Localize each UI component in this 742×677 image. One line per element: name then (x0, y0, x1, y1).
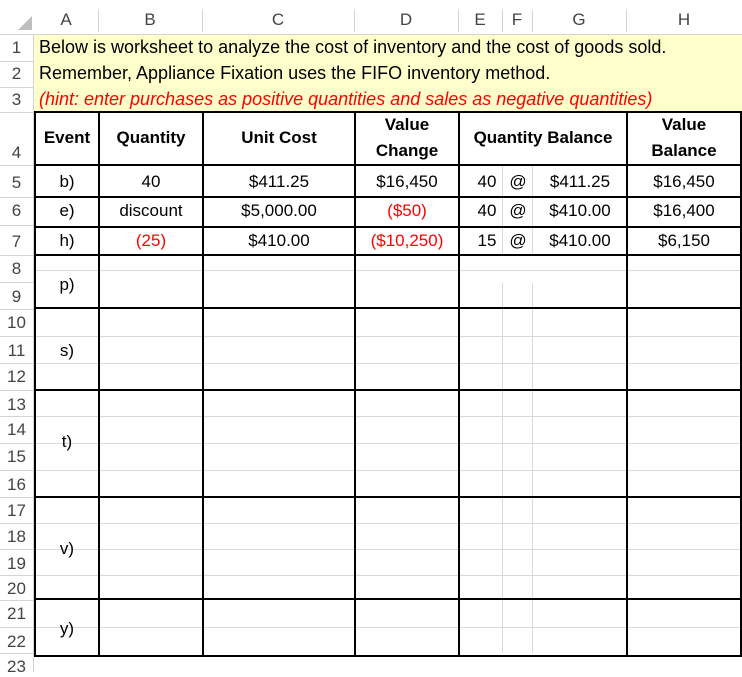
table-border (98, 111, 100, 657)
row-header-12[interactable]: 12 (7, 367, 26, 386)
cell-quantity[interactable]: (25) (135, 231, 167, 250)
header-value-change-line-2[interactable]: Change (375, 141, 439, 160)
cell-balance-cost[interactable]: $410.00 (549, 201, 611, 220)
row-separator (0, 61, 33, 62)
column-header-g[interactable]: G (572, 10, 586, 29)
cell-quantity[interactable]: discount (119, 201, 183, 220)
cell-balance-at[interactable]: @ (509, 172, 527, 191)
header-unit-cost[interactable]: Unit Cost (241, 128, 317, 147)
table-border (34, 254, 742, 256)
cell-value-change[interactable]: ($10,250) (370, 231, 444, 250)
row-separator (0, 197, 33, 198)
select-all-corner[interactable] (0, 0, 34, 34)
header-event[interactable]: Event (43, 128, 91, 147)
gridline (35, 523, 742, 524)
table-border (34, 496, 742, 498)
cell-balance-cost[interactable]: $410.00 (549, 231, 611, 250)
row-header-17[interactable]: 17 (7, 501, 26, 520)
cell-value-balance[interactable]: $16,450 (653, 172, 715, 191)
row-header-15[interactable]: 15 (7, 447, 26, 466)
cell-event[interactable]: t) (61, 432, 73, 451)
table-border (34, 226, 742, 228)
row-separator (0, 390, 33, 391)
column-header-e[interactable]: E (474, 10, 486, 29)
gridline (35, 549, 742, 550)
row-header-20[interactable]: 20 (7, 579, 26, 598)
select-all-icon (18, 16, 32, 30)
row-separator (0, 523, 33, 524)
cell-balance-at[interactable]: @ (509, 231, 527, 250)
cell-event[interactable]: b) (59, 172, 75, 191)
cell-unit-cost[interactable]: $410.00 (248, 231, 310, 250)
cell-event[interactable]: p) (59, 275, 75, 294)
column-header-a[interactable]: A (60, 10, 72, 29)
row-separator (0, 165, 33, 166)
row-separator (0, 600, 33, 601)
hint-line[interactable]: (hint: enter purchases as positive quantities and sales as negative quantities) (39, 89, 653, 109)
row-header-22[interactable]: 22 (7, 632, 26, 651)
table-border (34, 389, 742, 391)
column-header-bar (0, 0, 742, 35)
row-separator (0, 282, 33, 283)
row-header-5[interactable]: 5 (11, 173, 22, 192)
header-value-change-line-1[interactable]: Value (384, 115, 430, 134)
row-header-6[interactable]: 6 (11, 201, 22, 220)
header-quantity[interactable]: Quantity (116, 128, 186, 147)
column-header-c[interactable]: C (271, 10, 285, 29)
row-header-14[interactable]: 14 (7, 420, 26, 439)
row-separator (0, 112, 33, 113)
cell-value-change[interactable]: ($50) (387, 201, 427, 220)
row-separator (0, 416, 33, 417)
row-separator (0, 627, 33, 628)
row-header-10[interactable]: 10 (7, 313, 26, 332)
row-header-8[interactable]: 8 (11, 259, 22, 278)
table-border (34, 307, 742, 309)
table-border (458, 111, 460, 657)
cell-event[interactable]: e) (59, 201, 75, 220)
row-separator (0, 575, 33, 576)
row-header-19[interactable]: 19 (7, 554, 26, 573)
cell-event[interactable]: h) (59, 231, 75, 250)
header-quantity-balance[interactable]: Quantity Balance (473, 128, 613, 147)
table-border (34, 655, 742, 657)
cell-balance-qty[interactable]: 40 (477, 172, 497, 191)
cell-balance-qty[interactable]: 40 (477, 201, 497, 220)
column-header-f[interactable]: F (511, 10, 523, 29)
row-separator (0, 87, 33, 88)
table-border (34, 164, 742, 166)
gridline (35, 627, 742, 628)
gridline (502, 166, 503, 256)
row-separator (0, 309, 33, 310)
cell-balance-at[interactable]: @ (509, 201, 527, 220)
cell-event[interactable]: v) (59, 539, 75, 558)
cell-value-balance[interactable]: $16,400 (653, 201, 715, 220)
cell-event[interactable]: s) (59, 341, 75, 360)
table-border (626, 111, 628, 657)
row-separator (0, 470, 33, 471)
column-header-b[interactable]: B (144, 10, 156, 29)
row-header-2[interactable]: 2 (11, 64, 22, 83)
gridline (35, 470, 742, 471)
row-separator (0, 443, 33, 444)
gridline (35, 336, 742, 337)
row-separator (0, 497, 33, 498)
table-border (354, 111, 356, 657)
gridline (532, 166, 533, 256)
row-separator (0, 255, 33, 256)
note-line-2[interactable]: Remember, Appliance Fixation uses the FIFO inventory method. (39, 63, 551, 83)
cell-balance-cost[interactable]: $411.25 (549, 172, 611, 191)
row-header-7[interactable]: 7 (11, 232, 22, 251)
table-border (34, 196, 742, 198)
row-header-4[interactable]: 4 (11, 143, 22, 162)
cell-unit-cost[interactable]: $411.25 (248, 172, 310, 191)
table-border (202, 111, 204, 657)
row-separator (0, 549, 33, 550)
row-header-11[interactable]: 11 (7, 341, 26, 360)
cell-value-balance[interactable]: $6,150 (658, 231, 710, 250)
cell-quantity[interactable]: 40 (141, 172, 161, 191)
row-header-18[interactable]: 18 (7, 527, 26, 546)
row-separator (0, 225, 33, 226)
cell-value-change[interactable]: $16,450 (376, 172, 438, 191)
gridline (35, 363, 742, 364)
gridline (35, 270, 742, 271)
row-header-1[interactable]: 1 (11, 38, 22, 57)
row-header-9[interactable]: 9 (11, 287, 22, 306)
row-separator (0, 336, 33, 337)
header-value-balance-line-1[interactable]: Value (661, 115, 707, 134)
header-value-balance-line-2[interactable]: Balance (651, 141, 717, 160)
row-header-23[interactable]: 23 (7, 657, 26, 676)
cell-event[interactable]: y) (59, 619, 75, 638)
column-header-d[interactable]: D (399, 10, 413, 29)
row-separator (0, 653, 33, 654)
table-border (34, 111, 36, 657)
table-border (34, 111, 742, 113)
cell-balance-qty[interactable]: 15 (477, 231, 497, 250)
gridline (35, 443, 742, 444)
table-border (34, 598, 742, 600)
row-header-13[interactable]: 13 (7, 395, 26, 414)
row-header-16[interactable]: 16 (7, 475, 26, 494)
column-header-h[interactable]: H (677, 10, 691, 29)
gridline (35, 416, 742, 417)
gridline (35, 575, 742, 576)
row-header-3[interactable]: 3 (11, 90, 22, 109)
row-header-21[interactable]: 21 (7, 604, 26, 623)
row-separator (0, 363, 33, 364)
note-line-1[interactable]: Below is worksheet to analyze the cost of inventory and the cost of goods sold. (39, 37, 667, 57)
cell-unit-cost[interactable]: $5,000.00 (241, 201, 317, 220)
